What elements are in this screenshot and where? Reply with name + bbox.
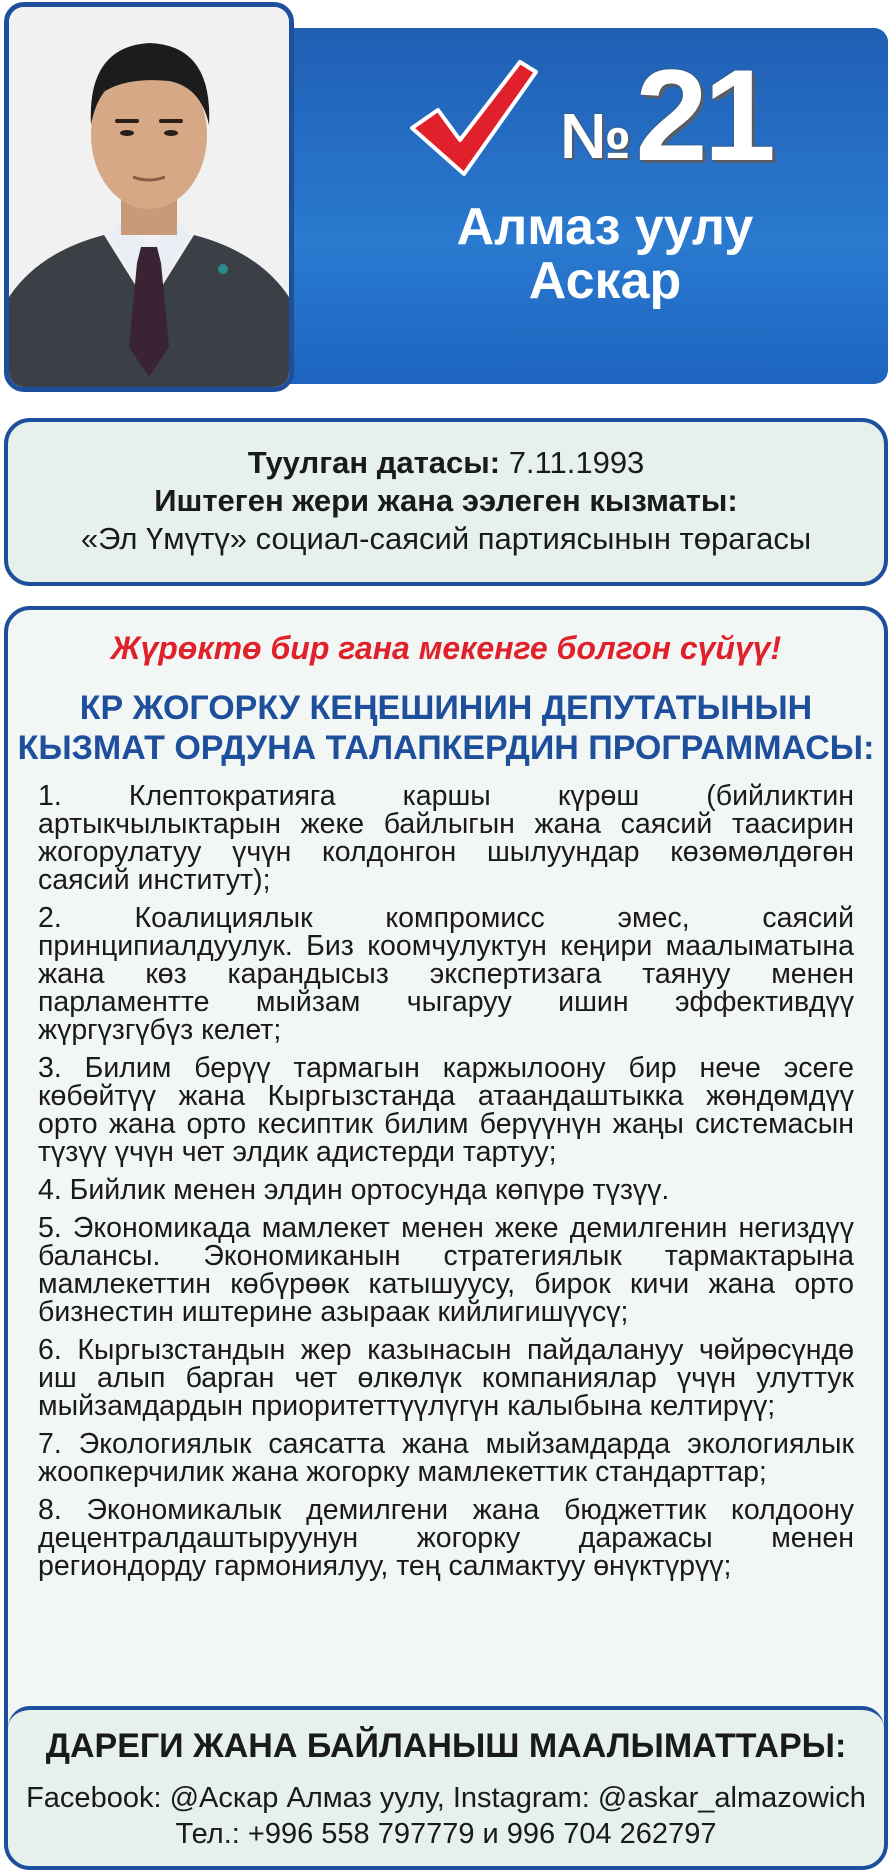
- contacts-box: [8, 1706, 884, 1866]
- contacts-title: ДАРЕГИ ЖАНА БАЙЛАНЫШ МААЛЫМАТТАРЫ:: [45, 1727, 847, 1765]
- red-checkmark-icon: [408, 58, 538, 178]
- candidate-photo: [4, 2, 294, 392]
- work-value: «Эл Үмүтү» социал-саясий партиясынын төрагасы: [80, 521, 812, 556]
- candidate-name-line2: Аскар: [528, 252, 682, 310]
- program-title-line1: КР ЖОГОРКУ КЕҢЕШИНИН ДЕПУТАТЫНЫН: [79, 689, 813, 727]
- candidate-name-line1: Алмаз уулу: [456, 198, 754, 256]
- birth-date-label: Туулган датасы:: [247, 445, 501, 480]
- info-box: [4, 418, 888, 586]
- contacts-social: Facebook: @Аскар Алмаз уулу, Instagram: @askar_almazowich: [26, 1782, 866, 1814]
- slogan: Жүрөктө бир гана мекенге болгон сүйүү!: [110, 630, 782, 666]
- contacts-phone: Тел.: +996 558 797779 и 996 704 262797: [175, 1818, 717, 1850]
- program-item: 1. Клептократияга каршы күрөш (бийликтин артыкчылыктарын жеке байлыгын жана саясий таасирин жогорулатуу үчүн колдонгон шылуундар көзөмөлдөгөн саясий институт);: [38, 780, 854, 896]
- program-title-line2: КЫЗМАТ ОРДУНА ТАЛАПКЕРДИН ПРОГРАММАСЫ:: [17, 729, 875, 767]
- program-title: [8, 688, 884, 768]
- program-list: [38, 782, 854, 1580]
- program-item: 3. Билим берүү тармагын каржылоону бир нече эсеге көбөйтүү жана Кыргызстанда атаандаштыкка жөндөмдүү орто жана орто кесиптик билим берүүнүн жаңы системасын түзүү үчүн чет элдик адистерди тартуу;: [38, 1052, 854, 1168]
- program-item: 8. Экономикалык демилгени жана бюджеттик колдоону децентралдаштыруунун жогорку даражасы менен региондорду гармониялуу, тең салмактуу өнүктүрүү;: [38, 1494, 854, 1582]
- program-item: 2. Коалициялык компромисс эмес, саясий принципиалдуулук. Биз коомчулуктун кеңири маалыматына жана көз карандысыз экспертизага таянуу менен парламентте мыйзам чыгаруу ишин эффективдүү жүргүзгүбүз келет;: [38, 902, 854, 1046]
- candidate-number: [560, 42, 772, 188]
- work-label-text: Иштеген жери жана ээлеген кызматы:: [154, 483, 738, 518]
- program-box: [4, 606, 888, 1870]
- number-sign: №: [560, 100, 632, 172]
- birth-date-value: 7.11.1993: [500, 445, 645, 480]
- program-item: 6. Кыргызстандын жер казынасын пайдалануу чөйрөсүндө иш алып барган чет өлкөлүк компаниялар үчүн улуттук мыйзамдардын приоритеттүүлүгүн калыбына келтирүү;: [38, 1334, 854, 1422]
- work-label: [8, 482, 884, 520]
- candidate-portrait-icon: [9, 7, 289, 387]
- program-item: 5. Экономикада мамлекет менен жеке демилгенин негиздүү балансы. Экономиканын стратегиялык тармактарына мамлекеттин көбүрөөк катышуусу, бирок кичи жана орто бизнестин иштерине азыраак кийлигишүүсү;: [38, 1212, 854, 1328]
- number-value: 21: [635, 42, 772, 188]
- program-item: 7. Экологиялык саясатта жана мыйзамдарда экологиялык жоопкерчилик жана жогорку мамлекеттик стандарттар;: [38, 1428, 854, 1488]
- program-item: 4. Бийлик менен элдин ортосунда көпүрө түзүү.: [38, 1174, 670, 1206]
- candidate-name: [400, 200, 810, 308]
- birth-date-line: [8, 444, 884, 482]
